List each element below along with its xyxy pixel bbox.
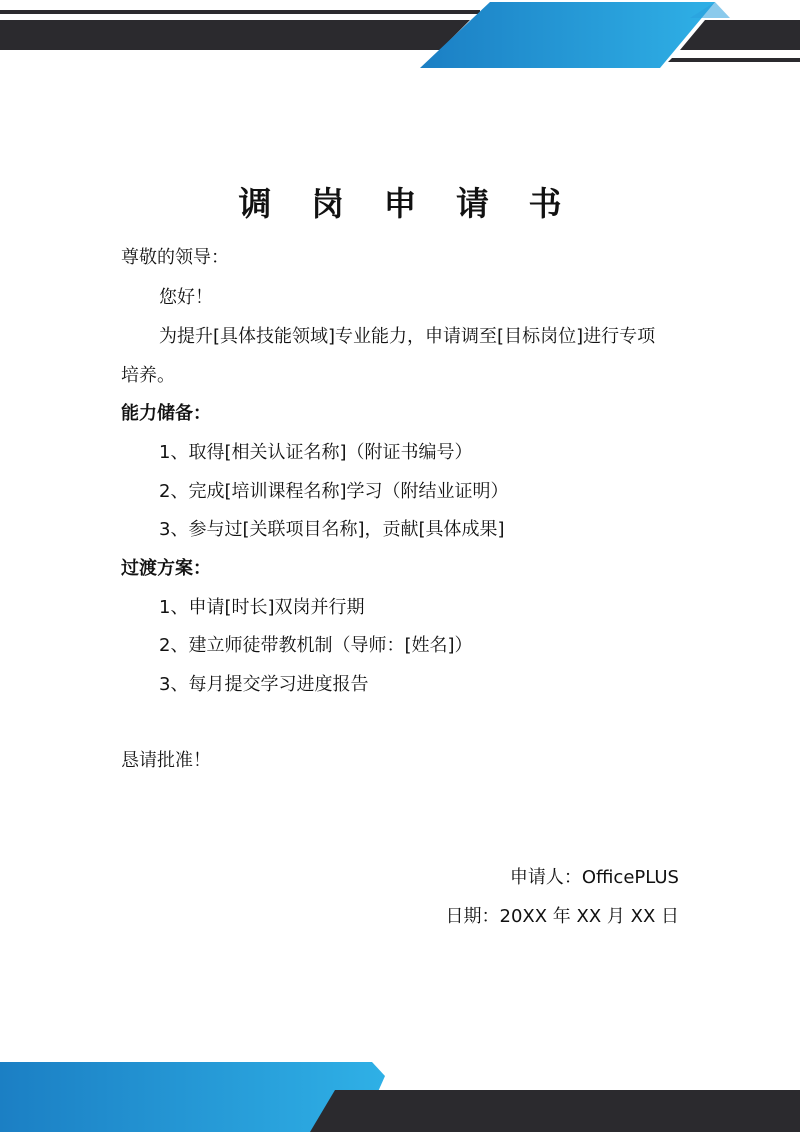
top-thin-bar <box>0 10 480 14</box>
transition-heading: 过渡方案： <box>121 558 211 579</box>
intro-line-2: 培养。 <box>121 365 175 386</box>
intro-line-1: 为提升[具体技能领域]专业能力，申请调至[目标岗位]进行专项 <box>159 326 656 347</box>
transition-item: 2、建立师徒带教机制（导师：[姓名]） <box>159 635 473 656</box>
applicant-signature: 申请人：OfficePLUS <box>509 867 679 888</box>
top-dark-band <box>0 20 470 50</box>
bottom-dark-band <box>310 1090 800 1132</box>
bottom-blue-shape <box>0 1062 385 1076</box>
closing-request: 恳请批准！ <box>121 750 211 771</box>
transition-item: 3、每月提交学习进度报告 <box>159 674 369 695</box>
transition-item: 1、申请[时长]双岗并行期 <box>159 597 365 618</box>
ability-item: 2、完成[培训课程名称]学习（附结业证明） <box>159 481 509 502</box>
footer-decoration <box>0 1062 800 1132</box>
ability-heading: 能力储备： <box>121 403 211 424</box>
top-dark-band-right <box>680 20 800 50</box>
top-thin-bar-right <box>668 58 800 62</box>
salutation: 尊敬的领导： <box>121 247 229 268</box>
document-title: 调 岗 申 请 书 <box>238 184 576 223</box>
header-decoration <box>0 0 800 70</box>
application-date: 日期：20XX 年 XX 月 XX 日 <box>445 906 679 927</box>
greeting: 您好！ <box>159 287 213 308</box>
ability-item: 1、取得[相关认证名称]（附证书编号） <box>159 442 473 463</box>
ability-item: 3、参与过[关联项目名称]，贡献[具体成果] <box>159 519 505 540</box>
